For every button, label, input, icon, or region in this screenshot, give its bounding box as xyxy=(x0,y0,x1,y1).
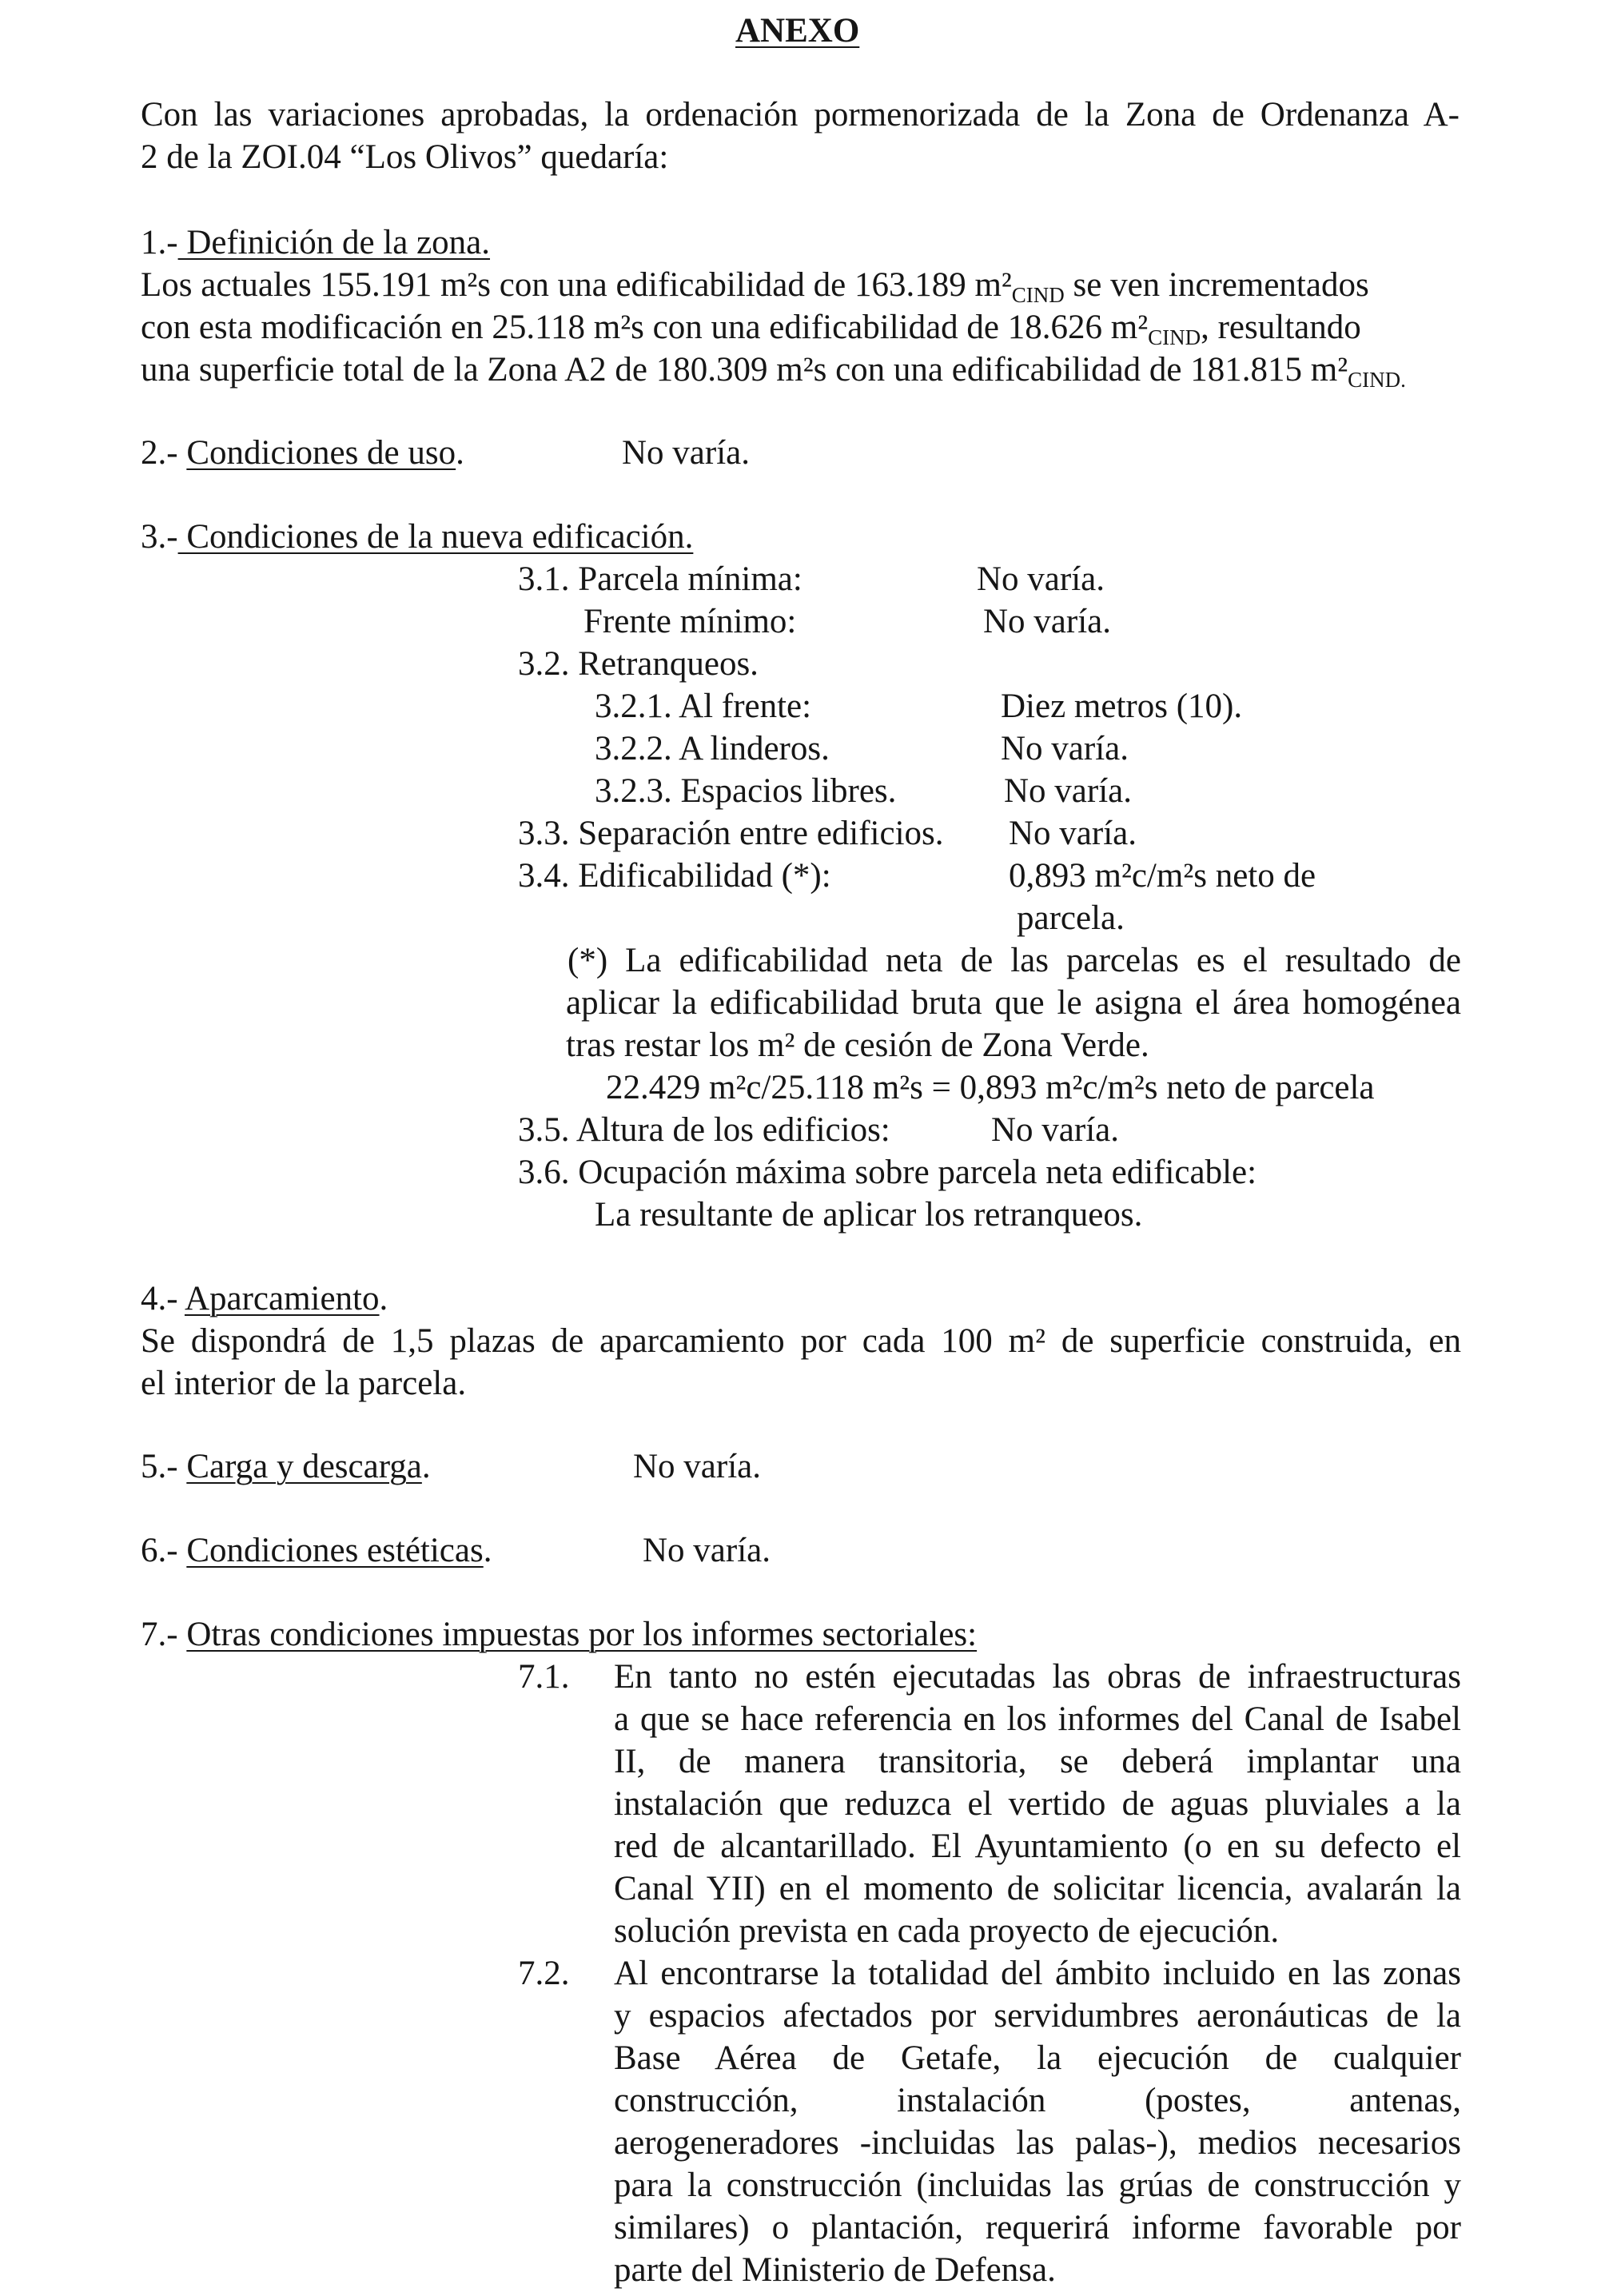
intro-line: Con las variaciones aprobadas, la ordenación pormenorizada de la Zona de Ordenanza A- xyxy=(141,96,1460,134)
section-number: 6.- xyxy=(141,1532,187,1569)
section-number: 2.- xyxy=(141,434,187,472)
paragraph-7-1-line: En tanto no estén ejecutadas las obras de infraestructuras xyxy=(614,1658,1461,1696)
paragraph-7-1-line: Canal YII) en el momento de solicitar licencia, avalarán la xyxy=(614,1870,1461,1907)
section-3-heading xyxy=(141,516,693,558)
section-1-text-line: Los actuales 155.191 m²s con una edificabilidad de 163.189 $m^2_{CIND}$ se ven incrementados xyxy=(141,266,1369,307)
section-title: Aparcamiento xyxy=(184,1280,380,1317)
section-6-value: No varía. xyxy=(643,1532,771,1569)
section-4-text-line: Se dispondrá de 1,5 plazas de aparcamiento por cada 100 m² de superficie construida, en xyxy=(141,1322,1461,1360)
item-value: Diez metros (10). xyxy=(1001,688,1243,725)
paragraph-7-1-line: II, de manera transitoria, se deberá implantar una xyxy=(614,1743,1461,1780)
section-5-heading: 5.- Carga y descarga. xyxy=(141,1448,431,1485)
item-value: No varía. xyxy=(1001,730,1129,767)
section-number: 4.- xyxy=(141,1280,185,1317)
paragraph-7-1-line: instalación que reduzca el vertido de aguas pluviales a la xyxy=(614,1785,1461,1823)
section-2-value: No varía. xyxy=(622,434,750,472)
paragraph-7-1-line: a que se hace referencia en los informes del Canal de Isabel xyxy=(614,1700,1461,1738)
section-title: Condiciones de la nueva edificación. xyxy=(177,518,694,556)
paragraph-7-2-line: Base Aérea de Getafe, la ejecución de cualquier xyxy=(614,2039,1461,2077)
formula-line: 22.429 m²c/25.118 m²s = 0,893 m²c/m²s neto de parcela xyxy=(606,1069,1375,1106)
paragraph-7-1-line: red de alcantarillado. El Ayuntamiento (o en su defecto el xyxy=(614,1828,1461,1865)
section-title: Condiciones de uso xyxy=(186,434,456,472)
paragraph-7-2-line: similares) o plantación, requerirá informe favorable por xyxy=(614,2209,1461,2246)
paragraph-7-2-line: y espacios afectados por servidumbres aeronáuticas de la xyxy=(614,1997,1461,2035)
item-value: La resultante de aplicar los retranqueos. xyxy=(595,1196,1143,1234)
paragraph-7-2-number: 7.2. xyxy=(518,1955,570,1992)
intro-line: 2 de la ZOI.04 “Los Olivos” quedaría: xyxy=(141,138,669,176)
section-number: 1.- xyxy=(141,224,178,261)
paragraph-7-2-line: para la construcción (incluidas las grúas de construcción y xyxy=(614,2166,1461,2204)
item-label: 3.5. Altura de los edificios: xyxy=(518,1111,890,1149)
section-number: 3.- xyxy=(141,518,178,556)
item-label: 3.2.2. A linderos. xyxy=(595,730,830,767)
section-2-heading: 2.- Condiciones de uso. xyxy=(141,434,464,472)
section-4-text-line: el interior de la parcela. xyxy=(141,1365,467,1402)
item-label: 3.1. Parcela mínima: xyxy=(518,560,802,598)
section-4-heading: 4.- Aparcamiento. xyxy=(141,1280,388,1317)
item-value: No varía. xyxy=(983,603,1111,640)
section-6-heading: 6.- Condiciones estéticas. xyxy=(141,1532,492,1569)
section-1-text-line: una superficie total de la Zona A2 de 180.309 m²s con una edificabilidad de 181.815 $m^2_{CIND.}$ xyxy=(141,351,1406,392)
item-label: Frente mínimo: xyxy=(583,603,797,640)
item-value: No varía. xyxy=(1004,772,1132,810)
section-7-heading xyxy=(141,1613,977,1656)
paragraph-7-2-line: Al encontrarse la totalidad del ámbito incluido en las zonas xyxy=(614,1955,1461,1992)
item-label: 3.4. Edificabilidad (*): xyxy=(518,857,831,895)
section-1-heading xyxy=(141,221,490,264)
item-label: 3.2.1. Al frente: xyxy=(595,688,812,725)
item-label: 3.2. Retranqueos. xyxy=(518,645,759,683)
item-value: No varía. xyxy=(1009,815,1137,852)
item-value: No varía. xyxy=(991,1111,1119,1149)
item-value: No varía. xyxy=(977,560,1105,598)
item-label: 3.6. Ocupación máxima sobre parcela neta edificable: xyxy=(518,1154,1257,1191)
paragraph-7-2-line: construcción, instalación (postes, antenas, xyxy=(614,2082,1461,2119)
note-line: tras restar los m² de cesión de Zona Verde. xyxy=(566,1026,1149,1064)
section-number: 5.- xyxy=(141,1448,187,1485)
paragraph-7-1-number: 7.1. xyxy=(518,1658,570,1696)
item-label: 3.2.3. Espacios libres. xyxy=(595,772,897,810)
section-title: Carga y descarga xyxy=(186,1448,422,1485)
section-1-text-line: con esta modificación en 25.118 m²s con una edificabilidad de 18.626 $m^2_{CIND}$, resultando xyxy=(141,309,1361,349)
note-line: (*) La edificabilidad neta de las parcelas es el resultado de xyxy=(568,942,1461,979)
section-title: Definición de la zona. xyxy=(177,224,491,261)
paragraph-7-2-line: aerogeneradores -incluidas las palas-), medios necesarios xyxy=(614,2124,1461,2162)
page-title: ANEXO xyxy=(735,12,860,50)
section-number: 7.- xyxy=(141,1616,187,1653)
section-5-value: No varía. xyxy=(633,1448,761,1485)
item-value: parcela. xyxy=(1017,899,1125,937)
section-title: Otras condiciones impuestas por los informes sectoriales: xyxy=(186,1616,978,1653)
note-line: aplicar la edificabilidad bruta que le asigna el área homogénea xyxy=(566,984,1461,1022)
item-value: 0,893 m²c/m²s neto de xyxy=(1009,857,1316,895)
section-title: Condiciones estéticas xyxy=(186,1532,484,1569)
item-label: 3.3. Separación entre edificios. xyxy=(518,815,944,852)
paragraph-7-2-line: parte del Ministerio de Defensa. xyxy=(614,2251,1056,2289)
paragraph-7-1-line: solución prevista en cada proyecto de ejecución. xyxy=(614,1912,1280,1950)
